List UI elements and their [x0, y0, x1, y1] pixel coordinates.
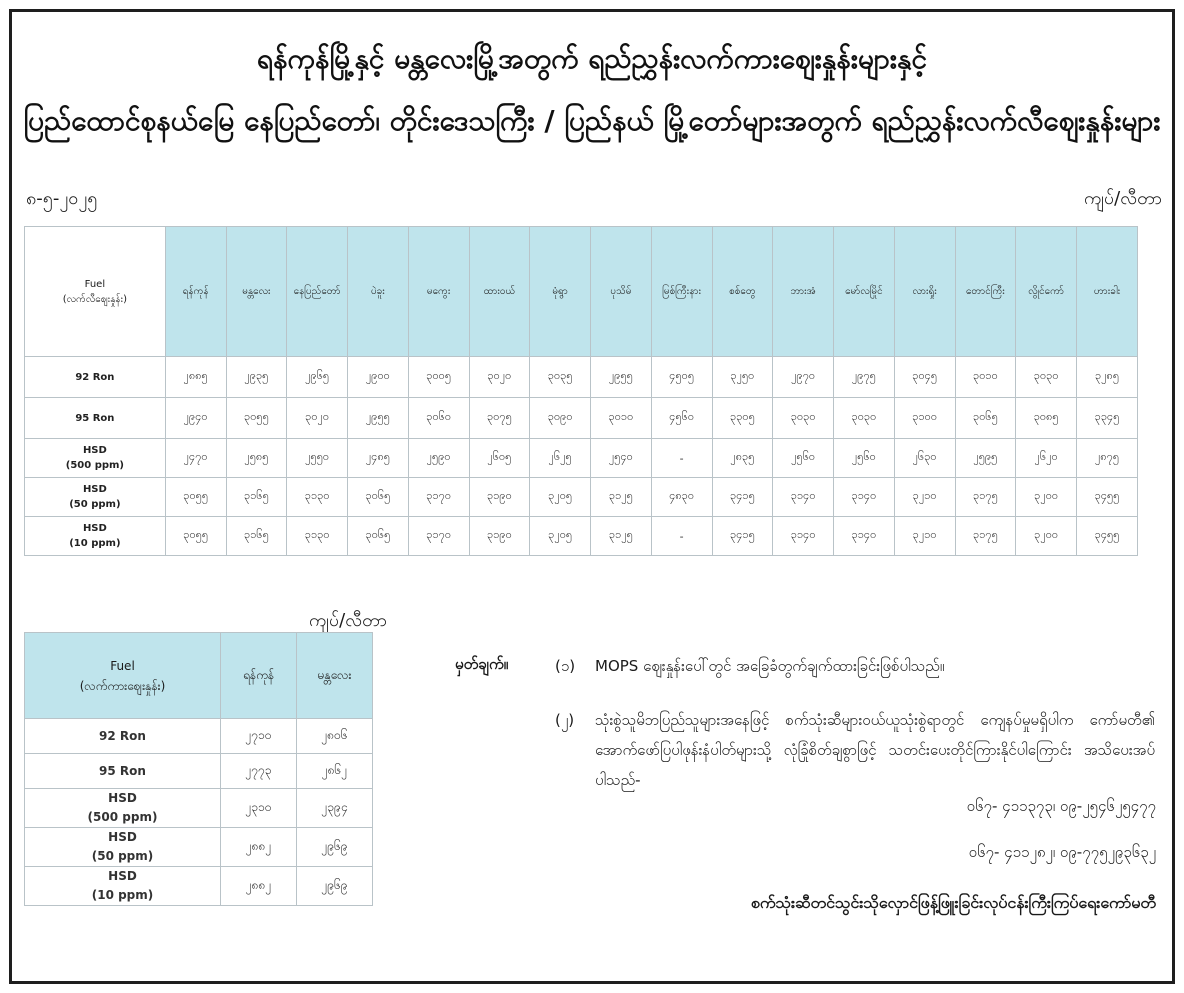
- retail-price-cell: ၃၀၅၅: [226, 398, 287, 439]
- note-2-text: သုံးစွဲသူမိဘပြည်သူများအနေဖြင့် စက်သုံးဆီများဝယ်ယူသုံးစွဲရာတွင် ကျေနပ်မှုမရှိပါက ကော်မတီ၏ အောက်ဖော်ပြပါဖုန်းနံပါတ်များသို့ လုံခြုံစိတ်ချစွာဖြင့် သတင်းပေးတိုင်ကြားနိုင်ပါကြောင်း အသိပေးအပ်ပါသည်-: [595, 711, 1155, 789]
- wholesale-fuel-name: HSD: [108, 869, 137, 883]
- wholesale-fuel-header-mm: (လက်ကားဈေးနှုန်း): [79, 678, 166, 693]
- date-label: ၈-၅-၂၀၂၅: [26, 188, 98, 209]
- retail-price-cell: ၃၁၉၀: [469, 478, 530, 517]
- retail-row: [25, 517, 1138, 556]
- wholesale-price-cell: ၂၇၇၃: [221, 754, 297, 789]
- retail-price-cell: ၃၁၃၀: [287, 478, 348, 517]
- retail-price-cell: ၃၀၆၅: [348, 517, 409, 556]
- retail-fuel-cell: [25, 439, 166, 478]
- retail-price-cell: ၃၁၂၅: [591, 478, 652, 517]
- wholesale-fuel-name: 92 Ron: [99, 728, 146, 743]
- retail-price-cell: ၃၁၆၅: [226, 478, 287, 517]
- retail-fuel-grade: (10 ppm): [69, 538, 121, 549]
- retail-price-cell: ၃၀၂၀: [469, 357, 530, 398]
- retail-price-cell: ၃၂၀၅: [530, 517, 591, 556]
- retail-city-header: ပုသိမ်: [591, 227, 652, 357]
- retail-price-cell: ၃၀၆၀: [408, 398, 469, 439]
- wholesale-price-cell: ၂၉၆၉: [297, 828, 373, 867]
- retail-price-cell: ၃၀၆၅: [955, 398, 1016, 439]
- retail-price-cell: ၃၂၁၀: [894, 478, 955, 517]
- wholesale-row: [25, 867, 373, 906]
- retail-city-header: ပဲခူး: [348, 227, 409, 357]
- wholesale-price-cell: ၂၈၈၂: [221, 828, 297, 867]
- phone-line-2: ၀၆၇- ၄၁၁၂၈၂၊ ၀၉-၇၇၅၂၉၃၆၃၂: [968, 843, 1156, 861]
- retail-city-header: စစ်တွေ: [712, 227, 773, 357]
- wholesale-price-table: [24, 632, 373, 906]
- wholesale-fuel-grade: (500 ppm): [87, 810, 158, 824]
- retail-price-cell: ၃၀၄၅: [894, 357, 955, 398]
- retail-price-cell: ၃၁၇၀: [408, 517, 469, 556]
- retail-price-cell: ၃၁၄၀: [834, 478, 895, 517]
- retail-price-cell: ၃၁၇၅: [955, 478, 1016, 517]
- retail-price-cell: ၃၃၀၅: [712, 398, 773, 439]
- wholesale-row: [25, 789, 373, 828]
- retail-fuel-grade: (500 ppm): [65, 460, 124, 471]
- retail-price-cell: ၃၄၅၅: [1077, 478, 1138, 517]
- retail-price-cell: ၂၉၀၀: [348, 357, 409, 398]
- title-line-1: ရန်ကုန်မြို့နှင့် မန္တလေးမြို့အတွက် ရည်ညွှန်းလက်ကားဈေးနှုန်းများနှင့်: [256, 42, 927, 75]
- wholesale-city-header: ရန်ကုန်: [221, 633, 297, 719]
- wholesale-fuel-name: HSD: [108, 830, 137, 844]
- wholesale-fuel-name: HSD: [108, 791, 137, 805]
- wholesale-fuel-cell: [25, 754, 221, 789]
- wholesale-price-cell: ၂၃၁၀: [221, 789, 297, 828]
- retail-price-cell: ၃၂၀၀: [1016, 517, 1077, 556]
- note-1-number: (၁): [555, 657, 576, 675]
- retail-price-cell: ၃၀၈၅: [1016, 398, 1077, 439]
- retail-row: [25, 357, 1138, 398]
- retail-price-cell: ၃၂၅၀: [712, 357, 773, 398]
- retail-price-cell: ၂၅၉၀: [408, 439, 469, 478]
- fuel-header-en: Fuel: [84, 278, 106, 290]
- retail-price-cell: ၃၁၇၅: [955, 517, 1016, 556]
- retail-price-cell: ၃၀၃၅: [530, 357, 591, 398]
- retail-price-cell: -: [651, 517, 712, 556]
- retail-price-cell: ၃၁၆၅: [226, 517, 287, 556]
- retail-city-header: မကွေး: [408, 227, 469, 357]
- retail-price-cell: ၂၉၅၅: [591, 357, 652, 398]
- retail-price-cell: ၃၁၃၀: [287, 517, 348, 556]
- retail-price-cell: ၂၈၇၅: [1077, 439, 1138, 478]
- notes-label: မှတ်ချက်။: [455, 655, 509, 673]
- wholesale-fuel-header: [25, 633, 221, 719]
- retail-fuel-name: 92 Ron: [75, 371, 115, 383]
- retail-price-cell: ၃၀၇၅: [469, 398, 530, 439]
- retail-price-cell: ၂၄၈၅: [348, 439, 409, 478]
- fuel-header-mm: (လက်လီဈေးနှုန်း): [62, 293, 127, 305]
- retail-price-cell: ၃၁၄၀: [834, 517, 895, 556]
- retail-city-header: နေပြည်တော်: [287, 227, 348, 357]
- wholesale-fuel-grade: (50 ppm): [91, 849, 154, 863]
- retail-price-cell: -: [651, 439, 712, 478]
- title-line-2: ပြည်ထောင်စုနယ်မြေ နေပြည်တော်၊ တိုင်းဒေသကြီး / ပြည်နယ် မြို့တော်များအတွက် ရည်ညွှန်းလက်လီဈေးနှုန်းများ: [23, 104, 1161, 137]
- retail-row: [25, 478, 1138, 517]
- retail-price-cell: ၂၆၂၅: [530, 439, 591, 478]
- retail-fuel-cell: [25, 517, 166, 556]
- fuel-header: [25, 227, 166, 357]
- retail-price-cell: ၃၁၄၀: [773, 478, 834, 517]
- retail-price-cell: ၂၆၀၅: [469, 439, 530, 478]
- retail-price-cell: ၄၈၃၀: [651, 478, 712, 517]
- retail-fuel-name: 95 Ron: [75, 412, 115, 424]
- retail-price-cell: ၃၀၉၀: [530, 398, 591, 439]
- retail-price-cell: ၂၅၅၀: [287, 439, 348, 478]
- wholesale-row: [25, 828, 373, 867]
- retail-price-cell: ၃၂၁၀: [894, 517, 955, 556]
- retail-price-cell: ၃၁၉၀: [469, 517, 530, 556]
- retail-price-cell: ၄၅၀၅: [651, 357, 712, 398]
- retail-price-cell: ၃၄၁၅: [712, 517, 773, 556]
- retail-fuel-cell: [25, 478, 166, 517]
- retail-city-header: ဟားခါး: [1077, 227, 1138, 357]
- retail-city-header: တောင်ကြီး: [955, 227, 1016, 357]
- retail-price-cell: ၃၀၁၀: [955, 357, 1016, 398]
- retail-price-cell: ၃၂၀၅: [530, 478, 591, 517]
- retail-city-header: မန္တလေး: [226, 227, 287, 357]
- retail-city-header: လားရှိုး: [894, 227, 955, 357]
- note-2-number: (၂): [555, 711, 575, 729]
- wholesale-price-cell: ၂၉၆၉: [297, 867, 373, 906]
- retail-price-cell: ၃၄၁၅: [712, 478, 773, 517]
- retail-price-cell: ၃၁၇၀: [408, 478, 469, 517]
- wholesale-price-cell: ၂၇၁၀: [221, 719, 297, 754]
- phone-line-1: ၀၆၇- ၄၁၁၃၇၃၊ ၀၉-၂၅၄၆၂၅၄၇၇: [966, 797, 1156, 815]
- retail-price-cell: ၃၃၄၅: [1077, 398, 1138, 439]
- wholesale-fuel-cell: [25, 828, 221, 867]
- retail-price-cell: ၂၈၈၅: [165, 357, 226, 398]
- retail-row: [25, 439, 1138, 478]
- wholesale-price-cell: ၂၈၈၂: [221, 867, 297, 906]
- retail-price-cell: ၃၁၀၀: [894, 398, 955, 439]
- retail-price-table: [24, 226, 1138, 556]
- wholesale-fuel-cell: [25, 789, 221, 828]
- wholesale-fuel-name: 95 Ron: [99, 763, 146, 778]
- retail-price-cell: ၃၀၆၅: [348, 478, 409, 517]
- retail-city-header: ဘားအံ: [773, 227, 834, 357]
- note-1-text: MOPS ဈေးနှုန်းပေါ်တွင် အခြေခံတွက်ချက်ထားခြင်းဖြစ်ပါသည်။: [595, 657, 945, 675]
- retail-city-header: မော်လမြိုင်: [834, 227, 895, 357]
- retail-fuel-cell: [25, 357, 166, 398]
- retail-price-cell: ၃၁၂၅: [591, 517, 652, 556]
- retail-price-cell: ၃၀၃၀: [834, 398, 895, 439]
- retail-price-cell: ၃၀၃၀: [773, 398, 834, 439]
- retail-price-cell: ၄၅၆၀: [651, 398, 712, 439]
- retail-price-cell: ၂၆၃၀: [894, 439, 955, 478]
- retail-price-cell: ၃၂၀၀: [1016, 478, 1077, 517]
- unit-label-main: ကျပ်/လီတာ: [1083, 188, 1162, 209]
- retail-city-header: မုံရွာ: [530, 227, 591, 357]
- wholesale-price-cell: ၂၃၉၄: [297, 789, 373, 828]
- wholesale-fuel-header-en: Fuel: [110, 658, 135, 673]
- wholesale-fuel-cell: [25, 867, 221, 906]
- wholesale-fuel-grade: (10 ppm): [91, 888, 154, 902]
- wholesale-price-cell: ၂၈၆၂: [297, 754, 373, 789]
- retail-price-cell: ၂၉၇၀: [773, 357, 834, 398]
- retail-city-header: ရန်ကုန်: [165, 227, 226, 357]
- retail-price-cell: ၃၀၅၅: [165, 517, 226, 556]
- wholesale-row: [25, 719, 373, 754]
- retail-price-cell: ၂၅၄၀: [591, 439, 652, 478]
- wholesale-price-cell: ၂၈၀၆: [297, 719, 373, 754]
- retail-fuel-grade: (50 ppm): [69, 499, 121, 510]
- retail-price-cell: ၂၉၇၅: [834, 357, 895, 398]
- retail-price-cell: ၂၉၅၅: [348, 398, 409, 439]
- wholesale-fuel-cell: [25, 719, 221, 754]
- retail-price-cell: ၂၉၄၀: [165, 398, 226, 439]
- retail-price-cell: ၃၀၅၅: [165, 478, 226, 517]
- retail-price-cell: ၃၀၃၀: [1016, 357, 1077, 398]
- retail-price-cell: ၃၁၄၀: [773, 517, 834, 556]
- retail-price-cell: ၂၅၆၀: [773, 439, 834, 478]
- unit-label-wholesale: ကျပ်/လီတာ: [309, 610, 388, 631]
- wholesale-row: [25, 754, 373, 789]
- wholesale-city-header: မန္တလေး: [297, 633, 373, 719]
- retail-city-header: လွိုင်ကော်: [1016, 227, 1077, 357]
- retail-price-cell: ၃၀၀၅: [408, 357, 469, 398]
- retail-price-cell: ၂၅၈၅: [226, 439, 287, 478]
- retail-price-cell: ၃၂၈၅: [1077, 357, 1138, 398]
- retail-price-cell: ၂၄၇၀: [165, 439, 226, 478]
- retail-city-header: မြစ်ကြီးနား: [651, 227, 712, 357]
- retail-price-cell: ၂၅၉၅: [955, 439, 1016, 478]
- retail-price-cell: ၃၀၂၀: [287, 398, 348, 439]
- retail-price-cell: ၂၈၃၅: [712, 439, 773, 478]
- retail-row: [25, 398, 1138, 439]
- retail-price-cell: ၂၉၃၅: [226, 357, 287, 398]
- retail-fuel-cell: [25, 398, 166, 439]
- retail-fuel-name: HSD: [82, 484, 107, 495]
- retail-price-cell: ၃၀၁၀: [591, 398, 652, 439]
- retail-fuel-name: HSD: [82, 523, 107, 534]
- committee-signature: စက်သုံးဆီတင်သွင်းသိုလှောင်ဖြန့်ဖြူးခြင်းလုပ်ငန်းကြီးကြပ်ရေးကော်မတီ: [750, 893, 1156, 912]
- retail-city-header: ထားဝယ်: [469, 227, 530, 357]
- retail-price-cell: ၂၉၆၅: [287, 357, 348, 398]
- retail-price-cell: ၃၄၅၅: [1077, 517, 1138, 556]
- retail-price-cell: ၂၅၆၀: [834, 439, 895, 478]
- retail-fuel-name: HSD: [82, 445, 107, 456]
- retail-price-cell: ၂၆၂၀: [1016, 439, 1077, 478]
